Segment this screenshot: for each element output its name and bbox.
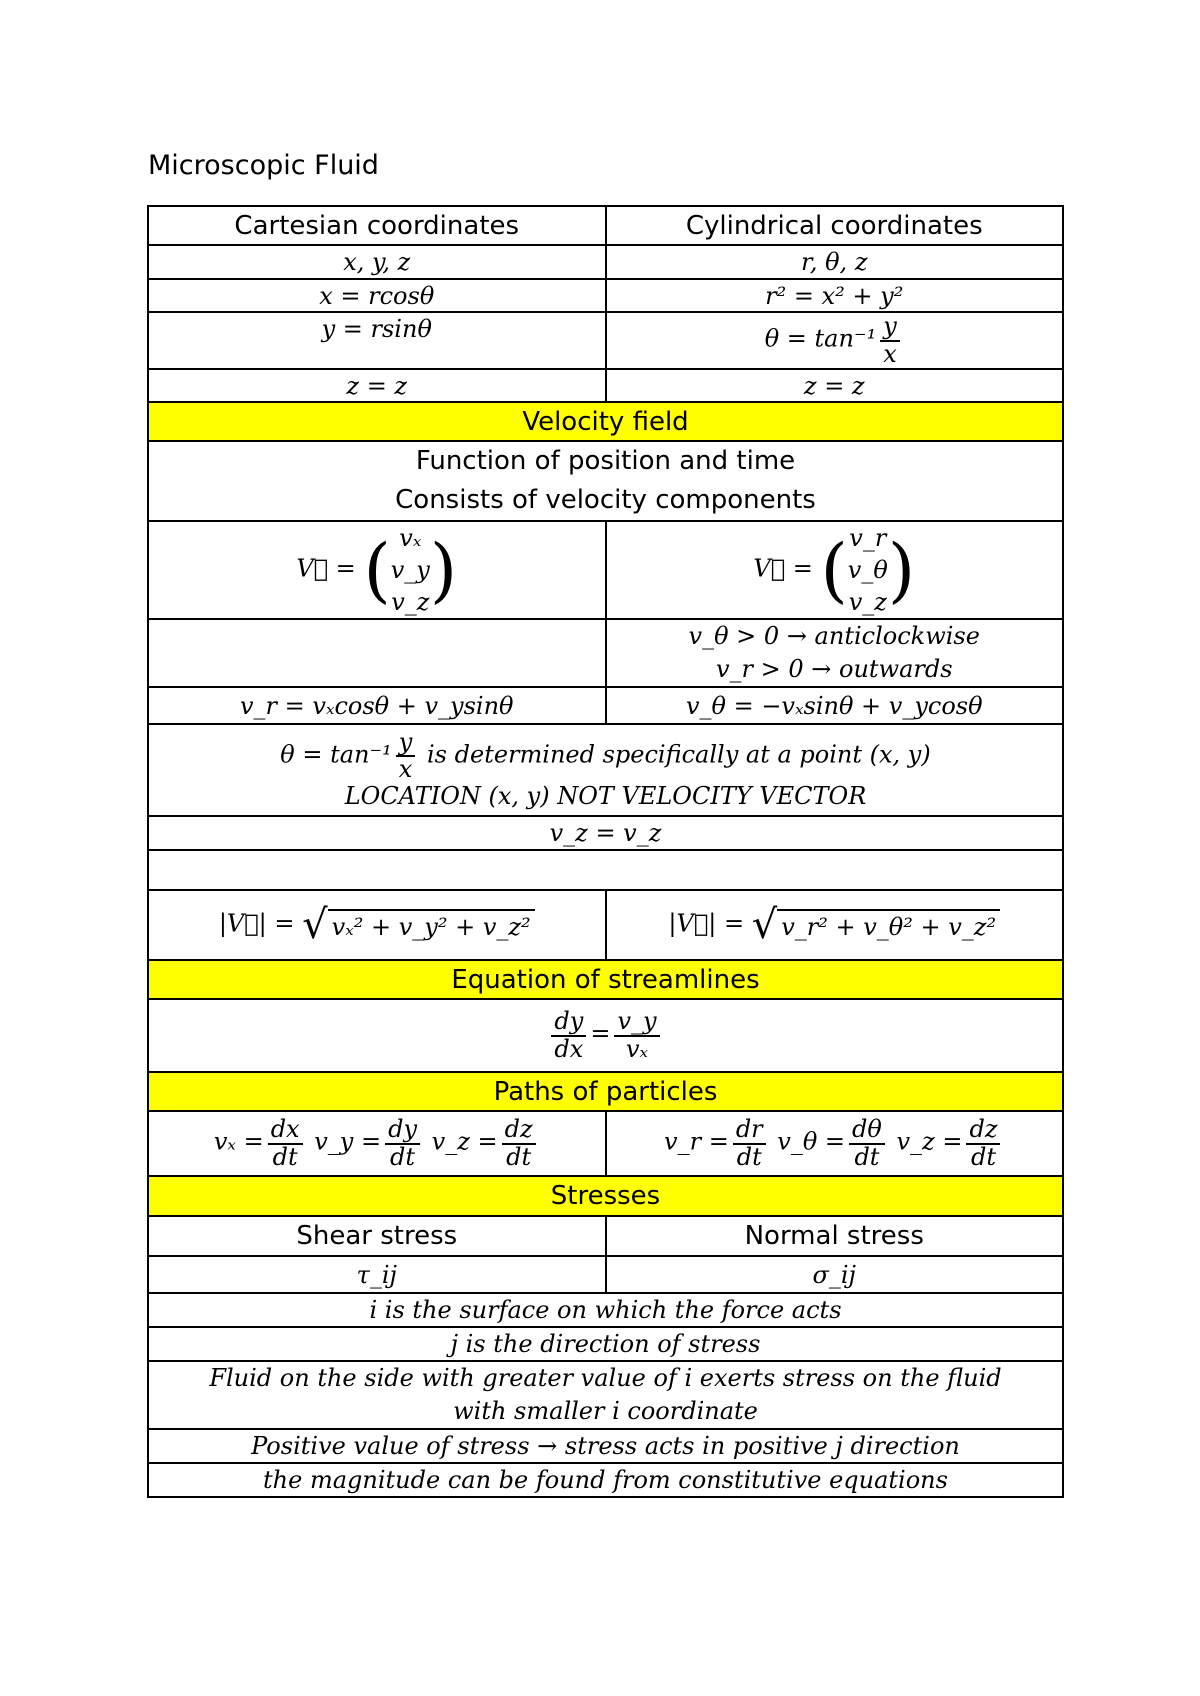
component-vz: v_z	[848, 588, 887, 616]
left-paren-icon: (	[820, 529, 848, 611]
cartesian-radicand: vₓ² + v_y² + v_z²	[328, 909, 535, 941]
equals: =	[590, 1020, 611, 1048]
empty-cell	[148, 850, 1063, 890]
stress-note-3-line-1: Fluid on the side with greater value of i exerts stress on the fluid	[209, 1364, 1002, 1392]
velocity-description-line-2: Consists of velocity components	[395, 485, 816, 515]
cylindrical-magnitude	[606, 890, 1064, 960]
fraction-denominator: x	[883, 339, 897, 368]
path-vtheta-lhs: v_θ =	[777, 1128, 846, 1156]
cylindrical-paths	[606, 1111, 1064, 1176]
vtheta-equation: v_θ = −vₓsinθ + v_ycosθ	[606, 687, 1064, 724]
streamline-equation	[148, 999, 1063, 1072]
vector-lhs: V⃗ =	[753, 554, 813, 583]
vy: v_y	[614, 1009, 659, 1036]
vz-row	[148, 816, 1063, 850]
vr-equation: v_r = vₓcosθ + v_ysinθ	[148, 687, 606, 724]
numerator: dx	[268, 1117, 303, 1144]
denominator: dt	[506, 1142, 532, 1171]
stresses-section-title: Stresses	[148, 1176, 1063, 1216]
z-row	[148, 369, 1063, 402]
cartesian-velocity-vector	[148, 521, 606, 619]
stress-note-row-3	[148, 1361, 1063, 1429]
vz-equation: v_z = v_z	[148, 816, 1063, 850]
cartesian-header: Cartesian coordinates	[148, 206, 606, 245]
stress-note-4: Positive value of stress → stress acts in positive j direction	[148, 1429, 1063, 1463]
right-paren-icon: )	[887, 529, 916, 611]
denominator: dt	[272, 1142, 298, 1171]
numerator: dz	[966, 1117, 1000, 1144]
magnitude-row	[148, 890, 1063, 960]
stress-note-row-5	[148, 1463, 1063, 1497]
sign-convention-row	[148, 619, 1063, 687]
velocity-section-row	[148, 402, 1063, 441]
empty-cell	[148, 619, 606, 687]
normal-stress-label: Normal stress	[606, 1216, 1064, 1256]
coords-row	[148, 245, 1063, 279]
z-equation-cartesian: z = z	[148, 369, 606, 402]
cylindrical-components	[848, 522, 888, 618]
header-row	[148, 206, 1063, 245]
vx: vₓ	[625, 1034, 649, 1063]
cartesian-magnitude	[148, 890, 606, 960]
formula-table	[147, 205, 1064, 1498]
z-equation-cylindrical: z = z	[606, 369, 1064, 402]
theta-note-lhs: θ = tan⁻¹	[280, 740, 392, 769]
path-vz-lhs: v_z =	[896, 1128, 963, 1156]
streamlines-section-title: Equation of streamlines	[148, 960, 1063, 999]
stress-note-row-1	[148, 1293, 1063, 1327]
cartesian-paths	[148, 1111, 606, 1176]
stress-symbol-row	[148, 1256, 1063, 1293]
vy-vx-fraction	[614, 1009, 659, 1061]
sign-convention	[606, 619, 1064, 687]
velocity-description	[148, 441, 1063, 521]
dtheta-dt-fraction	[849, 1117, 885, 1169]
denominator: dt	[854, 1142, 880, 1171]
theta-equation	[606, 312, 1064, 369]
velocity-section-title: Velocity field	[148, 402, 1063, 441]
stress-note-5: the magnitude can be found from constitutive equations	[148, 1463, 1063, 1497]
denominator: dt	[970, 1142, 996, 1171]
fraction-numerator: y	[880, 314, 900, 341]
stress-note-2: j is the direction of stress	[148, 1327, 1063, 1361]
y-over-x-fraction	[880, 314, 900, 366]
dz-dt-fraction	[966, 1117, 1000, 1169]
sqrt-icon: √	[751, 902, 778, 948]
location-note: LOCATION (x, y) NOT VELOCITY VECTOR	[344, 782, 867, 811]
cartesian-components	[391, 522, 430, 618]
dx: dx	[554, 1034, 584, 1063]
y-equation: y = rsinθ	[148, 312, 606, 369]
x-row	[148, 279, 1063, 312]
dy: dy	[551, 1009, 586, 1036]
component-vx: vₓ	[399, 524, 422, 552]
theta-note-text: is determined specifically at a point (x, y)	[427, 740, 931, 769]
paths-section-title: Paths of particles	[148, 1072, 1063, 1111]
y-over-x-fraction	[396, 727, 416, 783]
stress-type-row	[148, 1216, 1063, 1256]
stress-note-1: i is the surface on which the force acts	[148, 1293, 1063, 1327]
velocity-desc-row	[148, 441, 1063, 521]
fraction-denominator: x	[398, 755, 413, 783]
theta-note	[148, 724, 1063, 816]
left-paren-icon: (	[363, 529, 391, 611]
stress-note-3	[148, 1361, 1063, 1429]
dy-dx-fraction	[551, 1009, 586, 1061]
tau-symbol: τ_ij	[148, 1256, 606, 1293]
dr-dt-fraction	[733, 1117, 766, 1169]
velocity-transform-row	[148, 687, 1063, 724]
magnitude-lhs: |V⃗| =	[218, 909, 295, 938]
streamlines-section-row	[148, 960, 1063, 999]
denominator: dt	[736, 1142, 762, 1171]
cylindrical-radicand: v_r² + v_θ² + v_z²	[777, 909, 1000, 941]
dy-dt-fraction	[385, 1117, 420, 1169]
component-vz: v_z	[391, 588, 430, 616]
dz-dt-fraction	[502, 1117, 536, 1169]
cylindrical-variables: r, θ, z	[606, 245, 1064, 279]
paths-row	[148, 1111, 1063, 1176]
component-vy: v_y	[390, 556, 430, 584]
magnitude-lhs: |V⃗| =	[668, 909, 745, 938]
right-paren-icon: )	[429, 529, 458, 611]
velocity-vector-row	[148, 521, 1063, 619]
path-vz-lhs: v_z =	[431, 1128, 498, 1156]
denominator: dt	[390, 1142, 416, 1171]
vtheta-sign: v_θ > 0 → anticlockwise	[688, 622, 980, 650]
velocity-description-line-1: Function of position and time	[415, 446, 796, 476]
path-vx-lhs: vₓ =	[213, 1128, 264, 1156]
streamline-equation-row	[148, 999, 1063, 1072]
x-equation: x = rcosθ	[148, 279, 606, 312]
fraction-numerator: y	[396, 730, 416, 757]
sigma-symbol: σ_ij	[606, 1256, 1064, 1293]
path-vr-lhs: v_r =	[664, 1128, 729, 1156]
theta-note-row	[148, 724, 1063, 816]
stress-note-3-line-2: with smaller i coordinate	[453, 1397, 758, 1425]
component-vtheta: v_θ	[847, 556, 888, 584]
page-title: Microscopic Fluid	[148, 150, 379, 181]
empty-row	[148, 850, 1063, 890]
dx-dt-fraction	[268, 1117, 303, 1169]
path-vy-lhs: v_y =	[314, 1128, 382, 1156]
numerator: dz	[502, 1117, 536, 1144]
cartesian-variables: x, y, z	[148, 245, 606, 279]
shear-stress-label: Shear stress	[148, 1216, 606, 1256]
paths-section-row	[148, 1072, 1063, 1111]
cylindrical-header: Cylindrical coordinates	[606, 206, 1064, 245]
stress-note-row-2	[148, 1327, 1063, 1361]
r-equation: r² = x² + y²	[606, 279, 1064, 312]
component-vr: v_r	[849, 524, 887, 552]
numerator: dy	[385, 1117, 420, 1144]
numerator: dr	[733, 1117, 766, 1144]
cylindrical-velocity-vector	[606, 521, 1064, 619]
stresses-section-row	[148, 1176, 1063, 1216]
stress-note-row-4	[148, 1429, 1063, 1463]
vr-sign: v_r > 0 → outwards	[715, 655, 953, 683]
numerator: dθ	[849, 1117, 885, 1144]
sqrt-icon: √	[302, 902, 328, 948]
theta-lhs: θ = tan⁻¹	[764, 325, 877, 353]
y-row	[148, 312, 1063, 369]
vector-lhs: V⃗ =	[296, 554, 356, 583]
